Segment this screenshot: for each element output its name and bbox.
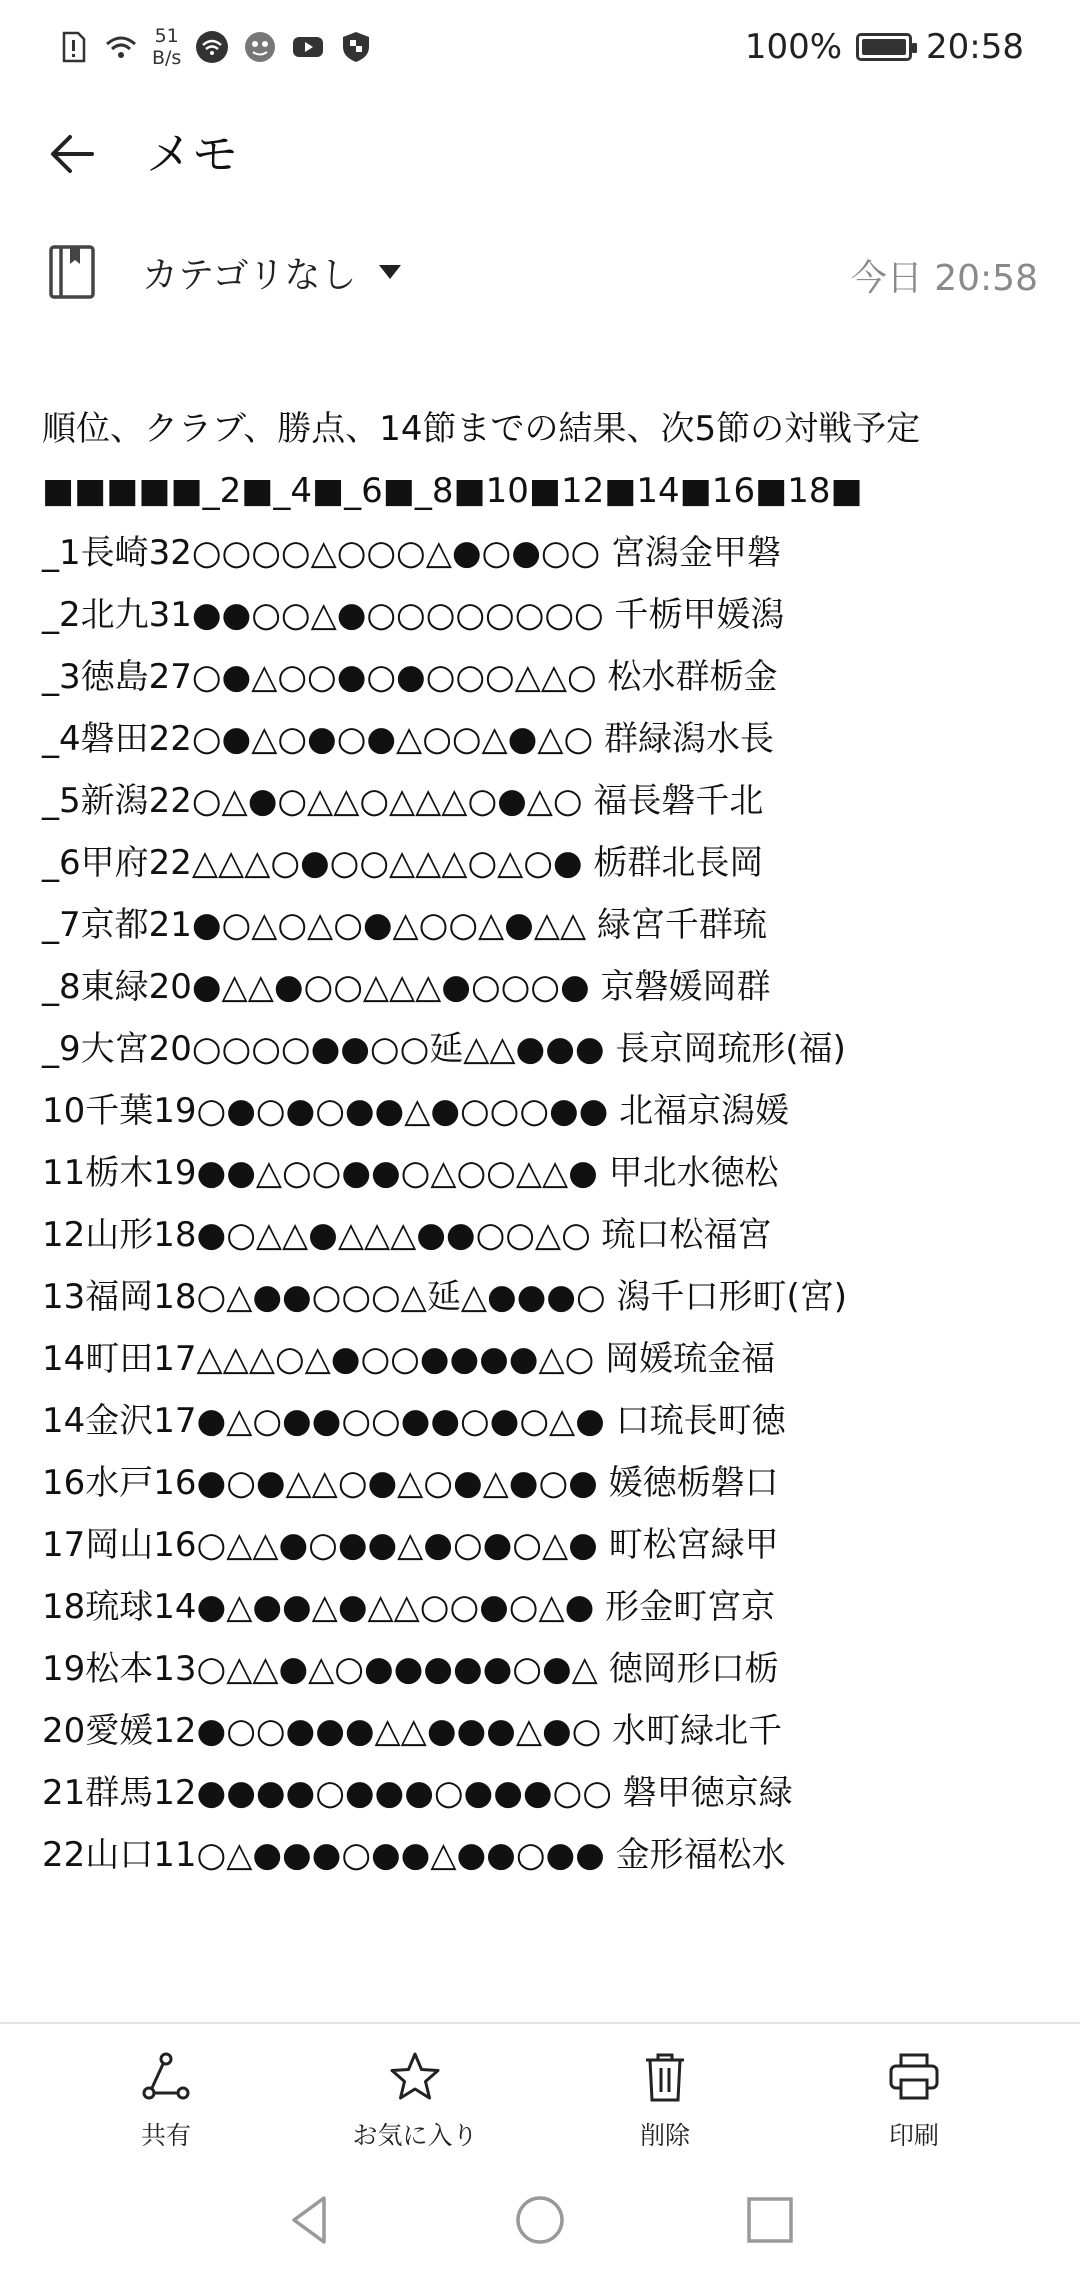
memo-line: 10千葉19○●○●○●●△●○○○●● 北福京潟媛 — [42, 1091, 790, 1131]
memo-line: 16水戸16●○●△△○●△○●△●○● 媛徳栃磐口 — [42, 1463, 779, 1503]
memo-line: 22山口11○△●●●○●●△●●○●● 金形福松水 — [42, 1835, 786, 1875]
memo-line: 20愛媛12●○○●●●△△●●●△●○ 水町緑北千 — [42, 1711, 783, 1751]
memo-line: 14町田17△△△○△●○○●●●●△○ 岡媛琉金福 — [42, 1339, 776, 1379]
nav-back-icon[interactable] — [280, 2190, 340, 2250]
print-button[interactable] — [814, 2044, 1014, 2164]
trash-icon — [638, 2050, 692, 2104]
memo-line: _8東緑20●△△●○○△△△●○○○● 京磐媛岡群 — [42, 967, 771, 1007]
network-speed-unit: B/s — [152, 47, 182, 69]
share-icon — [139, 2050, 193, 2104]
printer-icon — [887, 2050, 941, 2104]
delete-button[interactable] — [565, 2044, 765, 2164]
memo-line: 21群馬12●●●●○●●●○●●●○○ 磐甲徳京緑 — [42, 1773, 793, 1813]
memo-line: 13福岡18○△●●○○○△延△●●●○ 潟千口形町(宮) — [42, 1277, 847, 1317]
favorite-button[interactable] — [315, 2044, 515, 2164]
memo-date: 今日 20:58 — [850, 258, 1038, 299]
star-icon — [388, 2050, 442, 2104]
app-header — [0, 110, 1080, 200]
wifi-icon — [104, 30, 138, 64]
page-title: メモ — [146, 127, 238, 181]
status-bar-right — [745, 22, 1024, 72]
system-nav-bar — [0, 2160, 1080, 2280]
memo-heading-line: 順位、クラブ、勝点、14節までの結果、次5節の対戦予定 — [42, 409, 921, 449]
memo-content[interactable] — [42, 398, 1052, 1886]
status-bar — [0, 0, 1080, 92]
memo-line: _5新潟22○△●○△△○△△△○●△○ 福長磐千北 — [42, 781, 764, 821]
status-time: 20:58 — [926, 27, 1024, 67]
memo-line: _6甲府22△△△○●○○△△△○△○● 栃群北長岡 — [42, 843, 764, 883]
shield-app-icon — [339, 30, 373, 64]
battery-level — [862, 39, 906, 55]
memo-line: 12山形18●○△△●△△△●●○○△○ 琉口松福宮 — [42, 1215, 772, 1255]
alert-icon — [56, 30, 90, 64]
nav-home-icon[interactable] — [510, 2190, 570, 2250]
favorite-label: お気に入り — [352, 2121, 478, 2150]
youtube-icon — [291, 30, 325, 64]
share-label: 共有 — [140, 2121, 191, 2150]
memo-line: _7京都21●○△○△○●△○○△●△△ 緑宮千群琉 — [42, 905, 767, 945]
chevron-down-icon — [379, 265, 401, 279]
memo-line: ■■■■■_2■_4■_6■_8■10■12■14■16■18■ — [42, 471, 863, 511]
delete-label: 削除 — [639, 2121, 690, 2150]
network-speed-value: 51 — [154, 25, 179, 47]
notebook-icon — [48, 244, 96, 300]
print-label: 印刷 — [888, 2121, 939, 2150]
share-button[interactable] — [66, 2044, 266, 2164]
memo-line: 18琉球14●△●●△●△△○○●○△● 形金町宮京 — [42, 1587, 776, 1627]
category-dropdown[interactable] — [142, 246, 401, 298]
battery-percent: 100% — [744, 27, 843, 67]
memo-line: _4磐田22○●△○●○●△○○△●△○ 群緑潟水長 — [42, 719, 774, 759]
memo-line: 17岡山16○△△●○●●△●○●○△● 町松宮緑甲 — [42, 1525, 779, 1565]
category-row — [0, 232, 1080, 312]
divider — [0, 2022, 1080, 2024]
memo-line: _9大宮20○○○○●●○○延△△●●● 長京岡琉形(福) — [42, 1029, 846, 1069]
battery-icon — [856, 33, 912, 61]
nav-recents-icon[interactable] — [740, 2190, 800, 2250]
memo-line: 19松本13○△△●△○●●●●●○●△ 徳岡形口栃 — [42, 1649, 779, 1689]
network-speed — [152, 25, 181, 69]
memo-line: _1長崎32○○○○△○○○△●○●○○ 宮潟金甲磐 — [42, 533, 782, 573]
category-label: カテゴリなし — [142, 254, 357, 296]
wifi-app-icon — [195, 30, 229, 64]
status-bar-left — [56, 22, 373, 72]
memo-line: _3徳島27○●△○○●○●○○○△△○ 松水群栃金 — [42, 657, 778, 697]
memo-line: 14金沢17●△○●●○○●●○●○△● 口琉長町徳 — [42, 1401, 786, 1441]
memo-line: _2北九31●●○○△●○○○○○○○○ 千栃甲媛潟 — [42, 595, 785, 635]
back-arrow-icon[interactable] — [42, 124, 102, 184]
memo-line: 11栃木19●●△○○●●○△○○△△● 甲北水徳松 — [42, 1153, 779, 1193]
pet-app-icon — [243, 30, 277, 64]
